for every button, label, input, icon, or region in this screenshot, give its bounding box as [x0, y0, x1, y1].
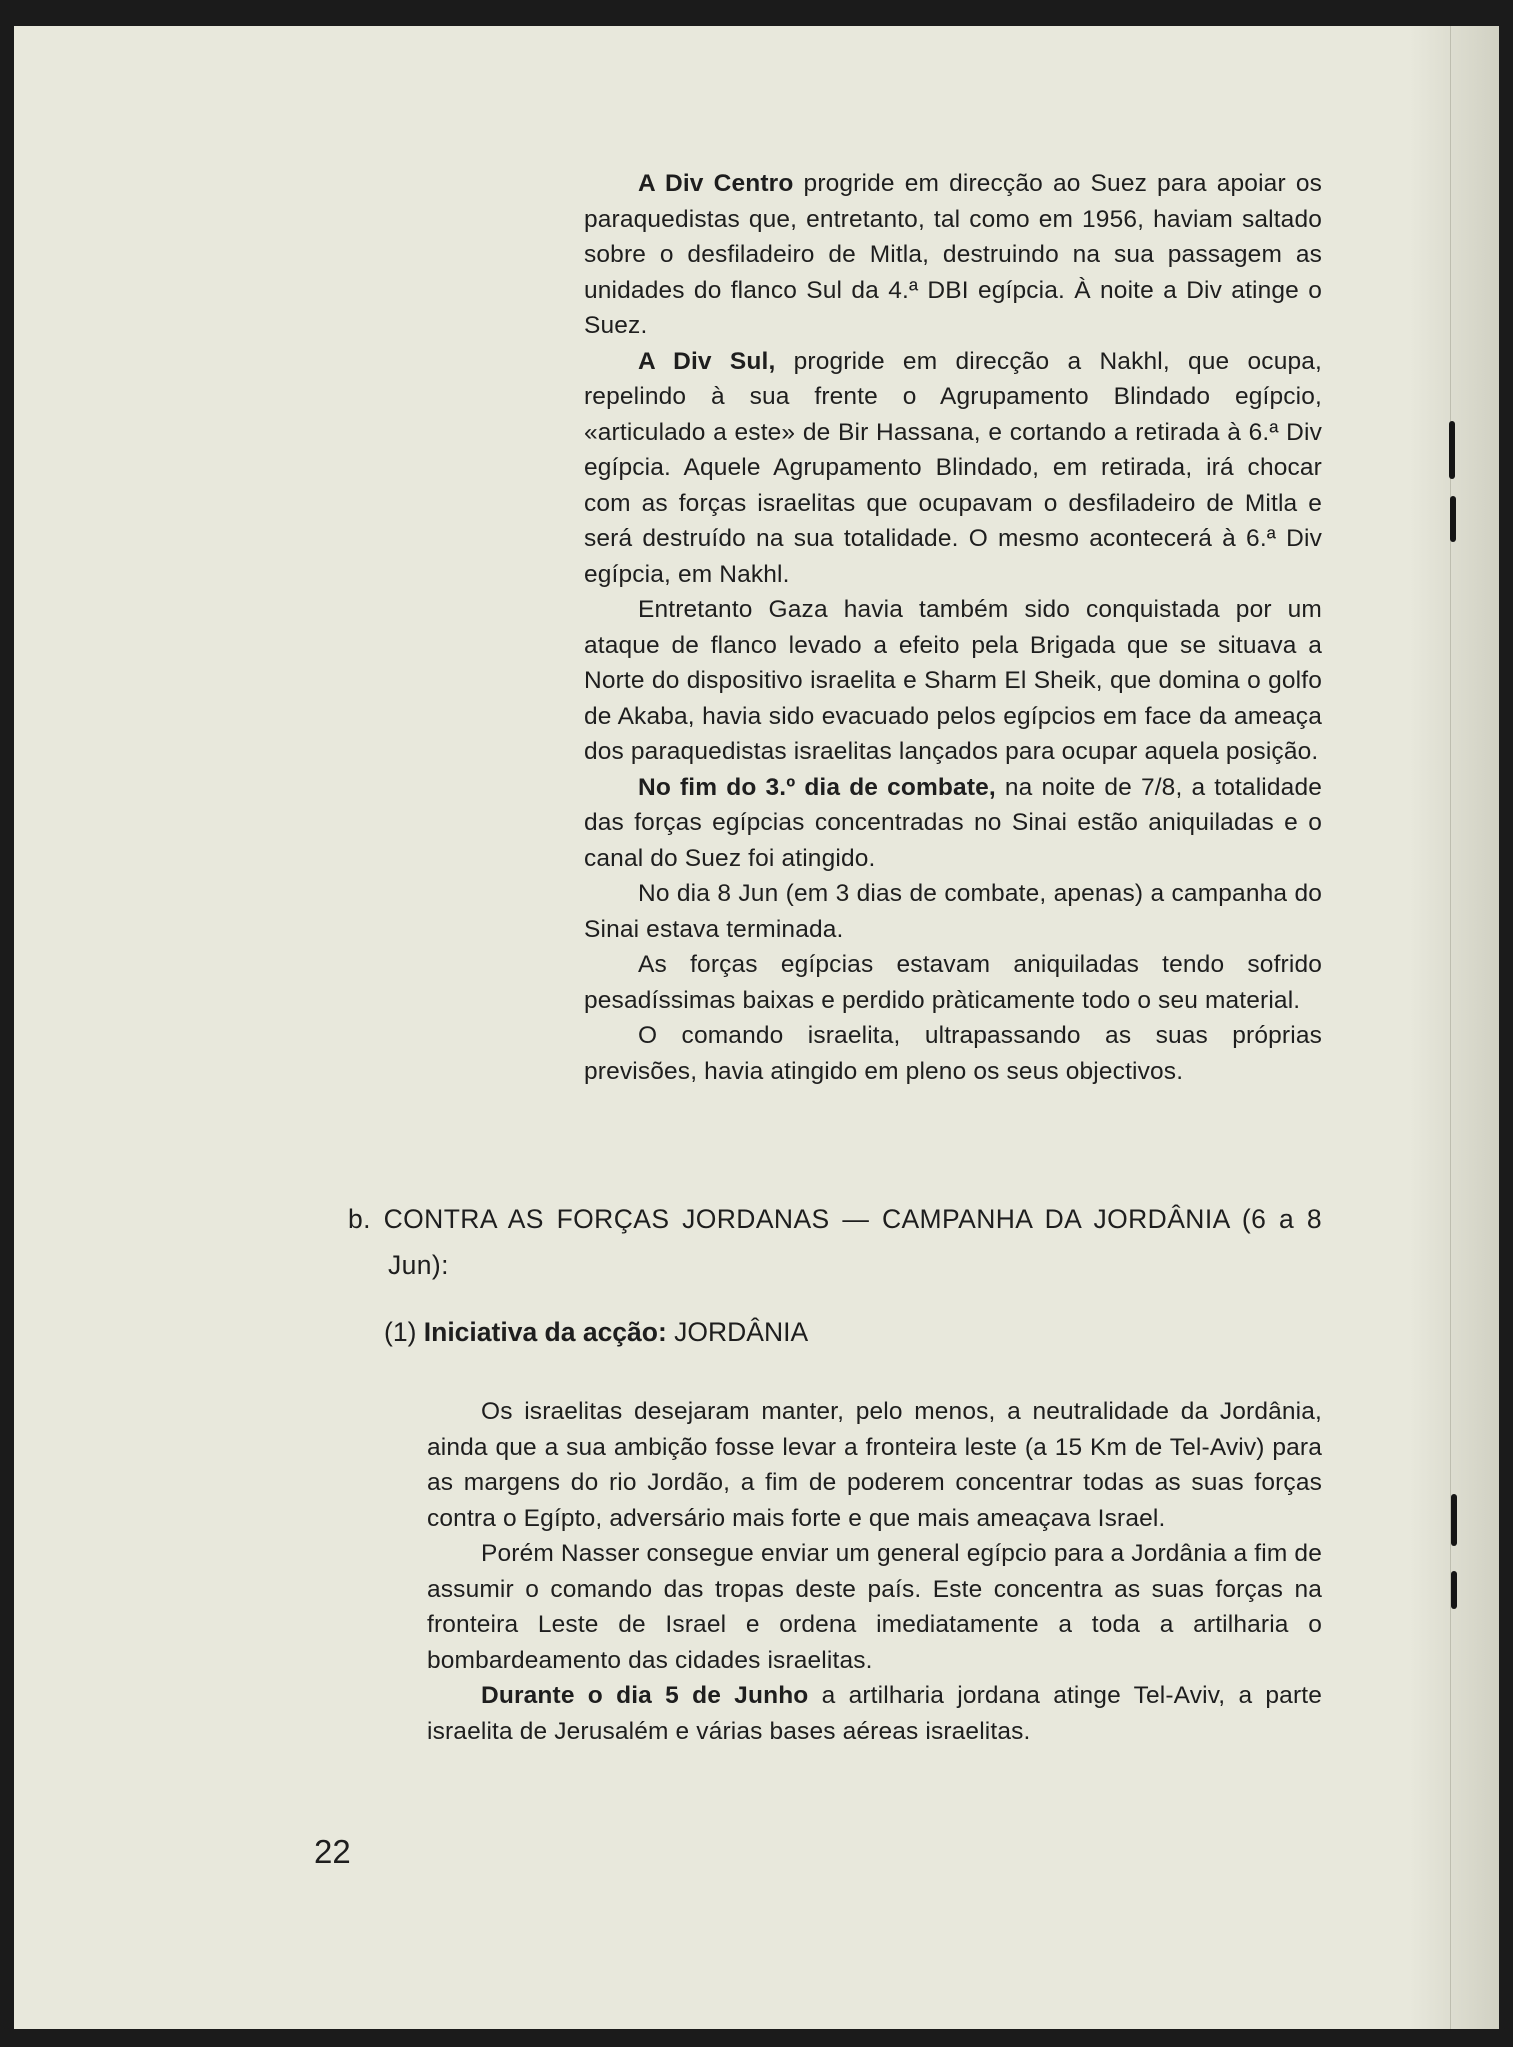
binding-mark — [1451, 1571, 1457, 1609]
paragraph — [427, 1394, 1322, 1536]
paragraph-text: Porém Nasser consegue enviar um general egípcio para a Jordânia a fim de assumir o comando das tropas deste país. Este concentra as suas forças na fronteira Leste de Israel e ordena imediatamente a toda a artilharia o bombardeamento das cidades israelitas. — [427, 1540, 1322, 1674]
paragraph — [584, 770, 1322, 877]
section-marker: b. — [348, 1204, 371, 1234]
paragraph — [584, 947, 1322, 1018]
section-heading-b — [348, 1196, 1322, 1288]
binding-mark — [1450, 496, 1456, 542]
page-edge-shadow — [1409, 26, 1499, 2029]
subsection-label: Iniciativa da acção: — [423, 1317, 667, 1347]
subsection-value: JORDÂNIA — [666, 1317, 809, 1347]
paragraph-text: As forças egípcias estavam aniquiladas tendo sofrido pesadíssimas baixas e perdido pràticamente todo o seu material. — [584, 951, 1322, 1014]
paragraph — [584, 876, 1322, 947]
paragraph — [427, 1678, 1322, 1749]
paragraph-text: No dia 8 Jun (em 3 dias de combate, apenas) a campanha do Sinai estava terminada. — [584, 880, 1322, 943]
body-section-2 — [427, 1394, 1322, 1749]
scanned-page — [14, 26, 1499, 2029]
paragraph-text: Os israelitas desejaram manter, pelo menos, a neutralidade da Jordânia, ainda que a sua ambição fosse levar a fronteira leste (a 15 Km de Tel-Aviv) para as margens do rio Jordão, a fim de poderem concentrar todas as suas forças contra o Egípto, adversário mais forte e que mais ameaçava Israel. — [427, 1398, 1322, 1532]
paragraph-text: progride em direcção ao Suez para apoiar os paraquedistas que, entretanto, tal como em 1956, haviam saltado sobre o desfiladeiro de Mitla, destruindo na sua passagem as unidades do flanco Sul da 4.ª DBI egípcia. À noite a Div atinge o Suez. — [584, 170, 1322, 339]
subsection-marker: (1) — [384, 1317, 417, 1347]
paragraph-lead: No fim do 3.º dia de combate, — [638, 773, 996, 801]
paragraph — [427, 1536, 1322, 1678]
binding-mark — [1449, 421, 1455, 479]
paragraph — [584, 344, 1322, 593]
paragraph-text: O comando israelita, ultrapassando as suas próprias previsões, havia atingido em pleno os seus objectivos. — [584, 1022, 1322, 1085]
paragraph-text: na noite de 7/8, a totalidade das forças egípcias concentradas no Sinai estão aniquiladas e o canal do Suez foi atingido. — [584, 773, 1322, 872]
page-number: 22 — [314, 1833, 351, 1870]
paragraph — [584, 1018, 1322, 1089]
paragraph-lead: Durante o dia 5 de Junho — [481, 1682, 809, 1709]
paragraph — [584, 166, 1322, 344]
paragraph-lead: A Div Sul, — [638, 347, 776, 375]
page-fold-line — [1450, 26, 1451, 2029]
paragraph-text: a artilharia jordana atinge Tel-Aviv, a parte israelita de Jerusalém e várias bases aéreas israelitas. — [427, 1682, 1322, 1745]
section-title: CONTRA AS FORÇAS JORDANAS — CAMPANHA DA JORDÂNIA (6 a 8 Jun): — [383, 1204, 1322, 1280]
paragraph-text: progride em direcção a Nakhl, que ocupa, repelindo à sua frente o Agrupamento Blindado egípcio, «articulado a este» de Bir Hassana, e cortando a retirada à 6.ª Div egípcia. Aquele Agrupamento Blindado, em retirada, irá chocar com as forças israelitas que ocupavam o desfiladeiro de Mitla e será destruído na sua totalidade. O mesmo acontecerá à 6.ª Div egípcia, em Nakhl. — [584, 347, 1322, 588]
paragraph — [584, 592, 1322, 770]
subsection-heading-1 — [384, 1312, 1284, 1352]
paragraph-lead: A Div Centro — [638, 170, 794, 197]
paragraph-text: Entretanto Gaza havia também sido conquistada por um ataque de flanco levado a efeito pela Brigada que se situava a Norte do dispositivo israelita e Sharm El Sheik, que domina o golfo de Akaba, havia sido evacuado pelos egípcios em face da ameaça dos paraquedistas israelitas lançados para ocupar aquela posição. — [584, 596, 1322, 765]
binding-mark — [1451, 1494, 1457, 1546]
body-section-1 — [584, 166, 1322, 1089]
